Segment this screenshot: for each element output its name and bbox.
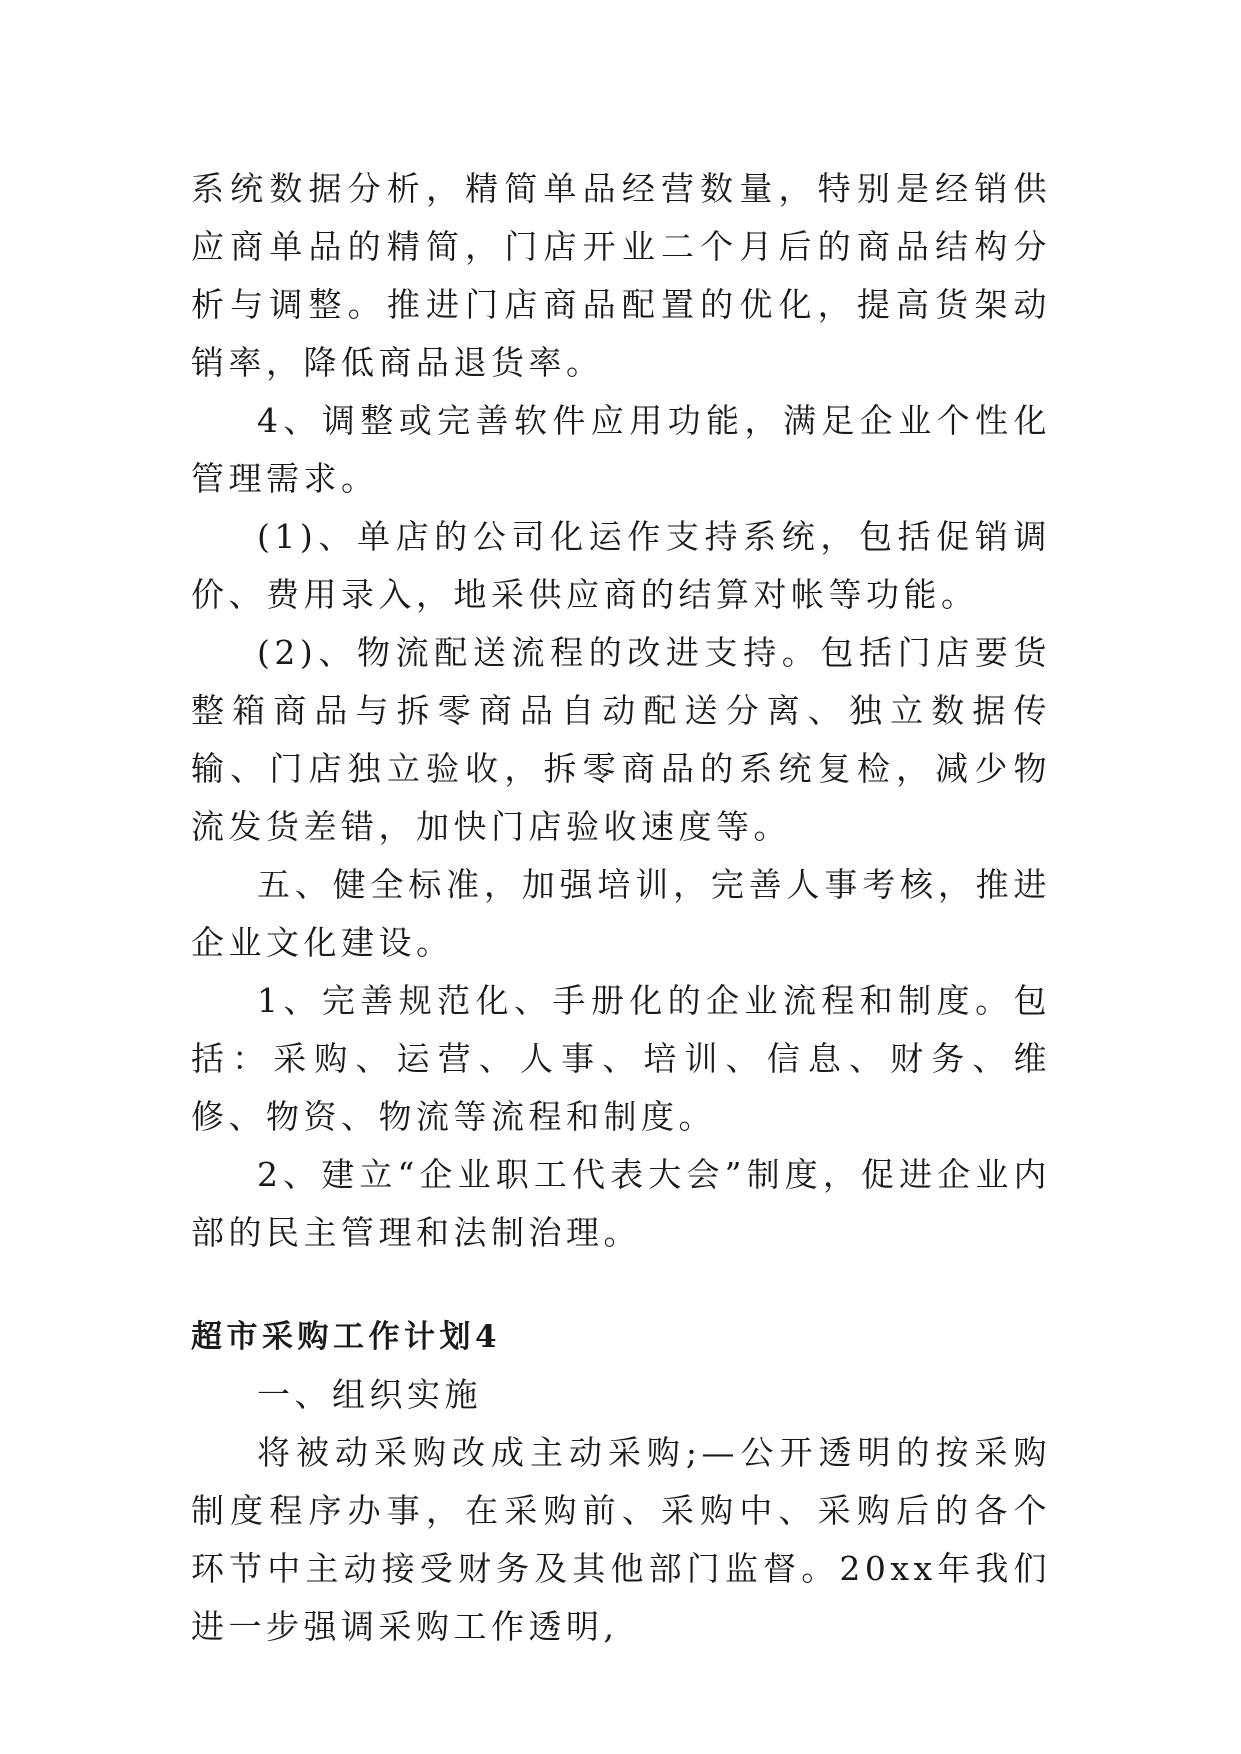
- paragraph-system-analysis: 系统数据分析，精简单品经营数量，特别是经销供应商单品的精简，门店开业二个月后的商品结构分析与调整。推进门店商品配置的优化，提高货架动销率，降低商品退货率。: [191, 169, 1051, 382]
- paragraph-software-functions: 4、调整或完善软件应用功能，满足企业个性化管理需求。: [191, 401, 1051, 498]
- section-title: 超市采购工作计划4: [191, 1319, 502, 1355]
- paragraph-organization: 一、组织实施: [257, 1375, 482, 1414]
- paragraph-standardization: 1、完善规范化、手册化的企业流程和制度。包括：采购、运营、人事、培训、信息、财务、维修、物资、物流等流程和制度。: [191, 981, 1051, 1136]
- paragraph-logistics-process: (2)、物流配送流程的改进支持。包括门店要货整箱商品与拆零商品自动配送分离、独立数据传输、门店独立验收，拆零商品的系统复检，减少物流发货差错，加快门店验收速度等。: [191, 633, 1051, 846]
- paragraph-staff-congress: 2、建立“企业职工代表大会”制度，促进企业内部的民主管理和法制治理。: [191, 1155, 1051, 1252]
- paragraph-active-procurement: 将被动采购改成主动采购;—公开透明的按采购制度程序办事，在采购前、采购中、采购后的各个环节中主动接受财务及其他部门监督。20xx年我们进一步强调采购工作透明,: [191, 1433, 1051, 1646]
- paragraph-store-support: (1)、单店的公司化运作支持系统，包括促销调价、费用录入，地采供应商的结算对帐等功能。: [191, 517, 1051, 614]
- paragraph-section-five: 五、健全标准，加强培训，完善人事考核，推进企业文化建设。: [191, 865, 1051, 962]
- document-body: [191, 160, 1051, 1656]
